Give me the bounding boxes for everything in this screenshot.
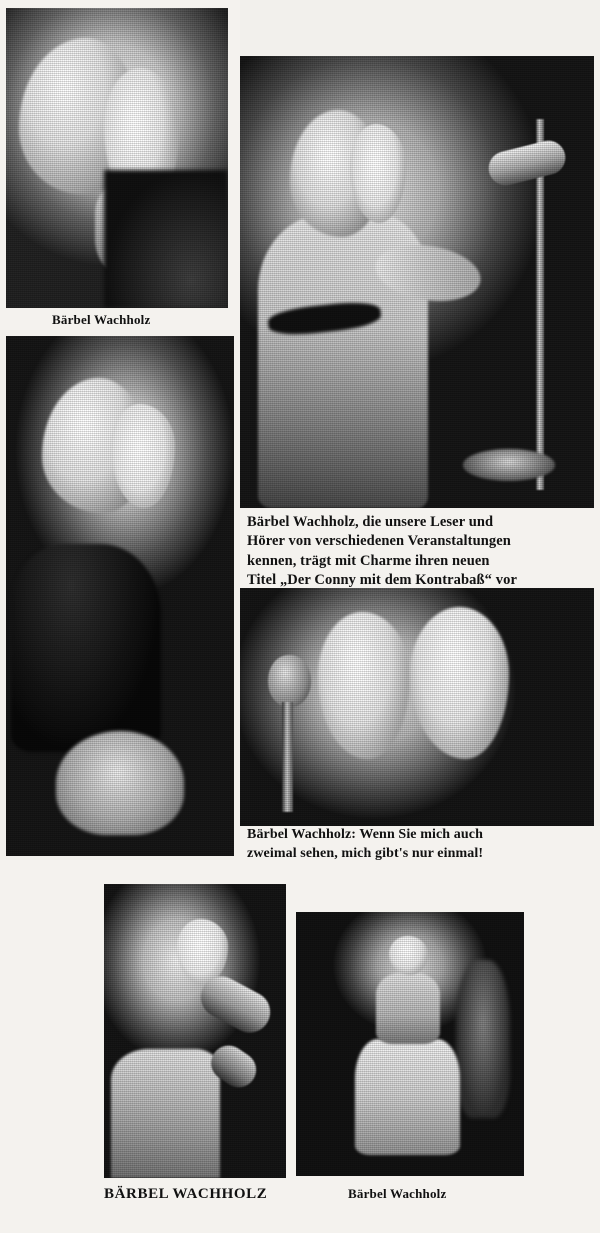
microphone-base-shape [463,449,555,481]
paragraph-line: Hörer von verschiedenen Veranstaltungen [247,533,511,550]
shadow-shape [104,170,228,308]
paragraph-line: Bärbel Wachholz, die unsere Leser und [247,514,494,530]
head-shape-right [410,607,509,759]
skirt-shape [355,1039,460,1155]
microphone-stand-shape [282,702,293,811]
paragraph-line: kennen, trägt mit Charme ihren neuen [247,552,490,569]
photo-top-left [6,8,228,308]
head-shape-left [318,612,410,760]
main-paragraph [247,513,597,590]
caption-bottom-right: Bärbel Wachholz [348,1186,447,1201]
photo-bottom-right [296,912,524,1176]
photo-double-exposure [240,588,594,826]
photo-bottom-left [104,884,286,1178]
caption-line: Bärbel Wachholz: Wenn Sie mich auch [247,827,483,842]
hands-shape [56,731,184,835]
photo-left-middle [6,336,234,856]
double-exposure-caption [247,826,597,863]
head-shape [389,936,428,976]
dress-shape [111,1049,220,1178]
photo-main-right [240,56,594,508]
paragraph-line: Titel „Der Conny mit dem Kontrabaß“ vor [247,571,517,588]
caption-bottom-left: BÄRBEL WACHHOLZ [104,1186,268,1202]
backdrop-shape [456,960,511,1118]
microphone-head-shape [268,655,310,707]
caption-line: zweimal sehen, mich gibt's nur einmal! [247,845,484,861]
microphone-head-shape [485,137,569,189]
caption-top-left: Bärbel Wachholz [52,312,151,327]
face-shape [177,919,228,984]
torso-shape [376,973,440,1044]
dark-top-shape [11,544,161,752]
